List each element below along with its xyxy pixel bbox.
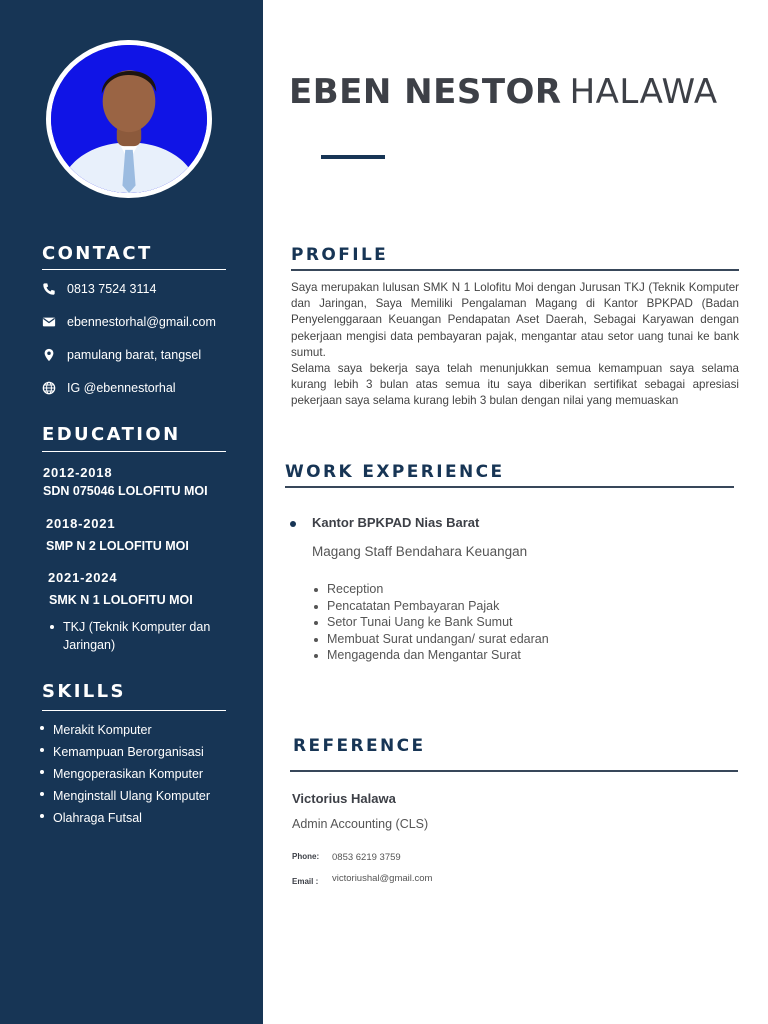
reference-phone: 0853 6219 3759: [332, 852, 401, 863]
name-underline: [321, 155, 385, 159]
profile-heading: PROFILE: [291, 245, 389, 265]
contact-email: [42, 314, 216, 330]
skill-item: Kemampuan Berorganisasi: [39, 741, 239, 763]
profile-text: [291, 280, 739, 410]
reference-heading: REFERENCE: [293, 736, 426, 756]
job-task-item: Pencatatan Pembayaran Pajak: [313, 598, 549, 615]
skills-divider: [42, 710, 226, 711]
education-school: SMK N 1 LOLOFITU MOI: [49, 593, 193, 607]
education-years: 2012-2018: [43, 465, 113, 480]
work-experience-divider: [285, 486, 734, 488]
contact-phone: [42, 281, 156, 297]
reference-phone-label: Phone:: [292, 852, 320, 861]
location-text: pamulang barat, tangsel: [67, 348, 202, 362]
education-school: SMP N 2 LOLOFITU MOI: [46, 539, 189, 553]
job-task-item: Mengagenda dan Mengantar Surat: [313, 647, 549, 664]
location-pin-icon: [42, 348, 56, 362]
reference-role: Admin Accounting (CLS): [292, 817, 429, 831]
education-school: SDN 075046 LOLOFITU MOI: [43, 484, 208, 498]
education-divider: [42, 451, 226, 452]
skills-heading: SKILLS: [42, 681, 126, 702]
reference-email-label: Email :: [292, 877, 319, 886]
reference-name: Victorius Halawa: [292, 791, 396, 806]
profile-photo: [46, 40, 212, 198]
contact-heading: CONTACT: [42, 243, 153, 264]
full-name: [289, 72, 718, 112]
person-portrait-icon: [51, 45, 207, 193]
skill-item: Olahraga Futsal: [39, 807, 239, 829]
first-name: EBEN NESTOR: [289, 72, 562, 112]
skill-item: Mengoperasikan Komputer: [39, 763, 239, 785]
email-text: ebennestorhal@gmail.com: [67, 315, 216, 329]
contact-social: [42, 380, 176, 396]
contact-divider: [42, 269, 226, 270]
education-details: [49, 618, 239, 654]
job-bullet-icon: [290, 521, 296, 527]
reference-email: victoriushal@gmail.com: [332, 873, 433, 884]
social-text: IG @ebennestorhal: [67, 381, 176, 395]
reference-divider: [290, 770, 738, 772]
job-task-list: [313, 581, 549, 664]
phone-icon: [42, 282, 56, 296]
job-company: Kantor BPKPAD Nias Barat: [312, 515, 480, 530]
profile-paragraph: Selama saya bekerja saya telah menunjukkan semua kemampuan saya selama kurang lebih 3 bulan atas semua itu saya diberikan sertifikat sebagai apresiasi pekerjaan saya selama kurang lebih 3 bulan dengan nilai yang memuaskan: [291, 362, 739, 408]
profile-divider: [291, 269, 739, 271]
email-icon: [42, 315, 56, 329]
skills-list: [39, 719, 239, 829]
phone-text: 0813 7524 3114: [67, 282, 157, 296]
contact-location: [42, 347, 201, 363]
job-task-item: Setor Tunai Uang ke Bank Sumut: [313, 614, 549, 631]
education-heading: EDUCATION: [42, 424, 181, 445]
job-title: Magang Staff Bendahara Keuangan: [312, 544, 528, 559]
education-detail-item: TKJ (Teknik Komputer dan Jaringan): [49, 618, 239, 654]
profile-paragraph: Saya merupakan lulusan SMK N 1 Lolofitu Moi dengan Jurusan TKJ (Teknik Komputer dan Jaringan, Saya Memiliki Pengalaman Magang di Kantor BPKPAD (Badan Penyelenggaraan Keuangan Pendapatan Aset Daerah, Sebagai Karyawan dengan pekerjaan mengisi data pembayaran pajak, mengantar atau setor uang tunai ke bank sumut.: [291, 281, 739, 359]
education-years: 2018-2021: [46, 516, 116, 531]
job-task-item: Reception: [313, 581, 549, 598]
globe-icon: [42, 381, 56, 395]
sidebar: [0, 0, 263, 1024]
last-name: HALAWA: [569, 72, 718, 112]
work-experience-heading: WORK EXPERIENCE: [285, 462, 505, 482]
job-task-item: Membuat Surat undangan/ surat edaran: [313, 631, 549, 648]
skill-item: Merakit Komputer: [39, 719, 239, 741]
education-years: 2021-2024: [48, 570, 118, 585]
skill-item: Menginstall Ulang Komputer: [39, 785, 239, 807]
